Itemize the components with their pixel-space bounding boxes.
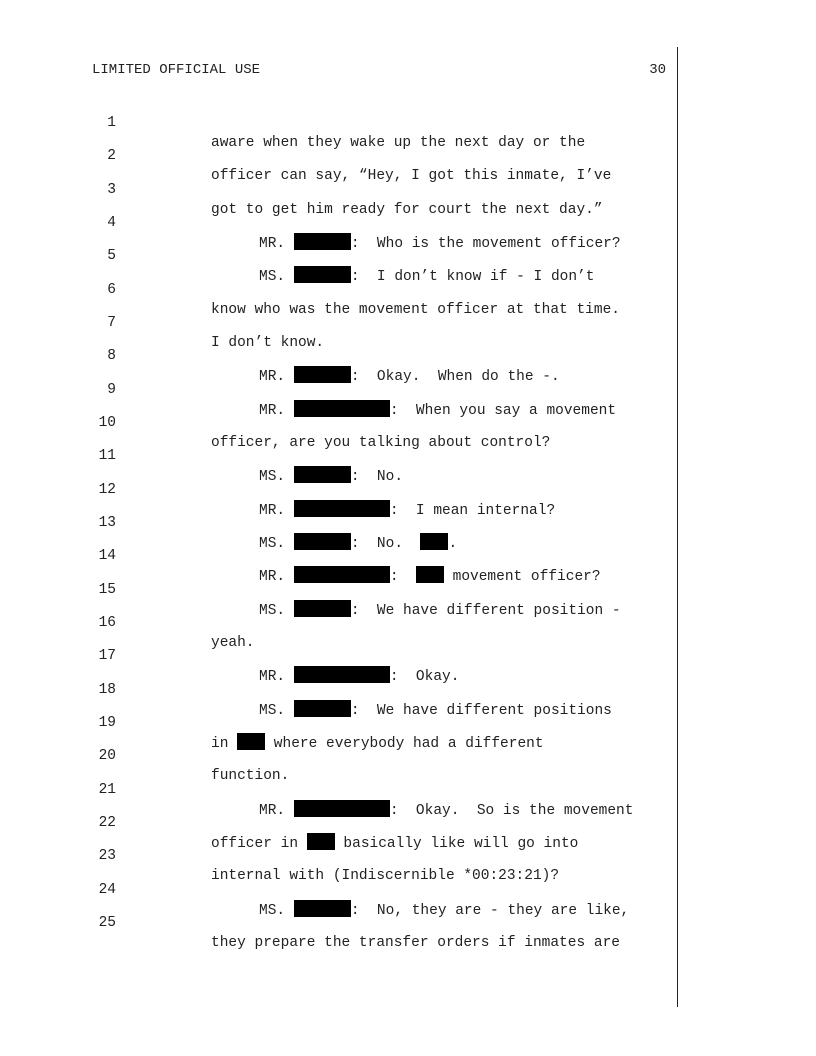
body-line <box>211 833 578 854</box>
line-text: : Okay. <box>389 669 460 685</box>
speaker-prefix: MS. <box>259 269 294 285</box>
line-text: : Who is the movement officer? <box>350 236 621 252</box>
line-suffix: movement officer? <box>443 569 601 585</box>
line-text: officer can say, “Hey, I got this inmate, I’ve <box>211 168 612 184</box>
line-text: I don’t know. <box>211 335 325 351</box>
line-text: yeah. <box>211 635 255 651</box>
line-number: 23 <box>98 848 116 864</box>
line-suffix: . <box>448 536 458 552</box>
classification-header: LIMITED OFFICIAL USE <box>92 62 261 78</box>
redaction-block <box>420 533 448 550</box>
redaction-block <box>416 566 444 583</box>
line-number: 12 <box>98 482 116 498</box>
line-number: 7 <box>107 315 116 331</box>
redaction-block <box>294 700 351 717</box>
line-text: : <box>389 569 416 585</box>
transcript-line <box>0 93 586 151</box>
line-number: 20 <box>98 748 116 764</box>
line-text: officer, are you talking about control? <box>211 435 551 451</box>
line-prefix: officer in <box>211 836 307 852</box>
redaction-block <box>294 400 390 417</box>
line-prefix: in <box>211 736 238 752</box>
speaker-line <box>259 500 555 521</box>
speaker-prefix: MR. <box>259 669 294 685</box>
speaker-prefix: MS. <box>259 903 294 919</box>
line-text: got to get him ready for court the next day.” <box>211 202 603 218</box>
line-text: : No. <box>350 469 404 485</box>
line-text: know who was the movement officer at that time. <box>211 302 620 318</box>
line-text: aware when they wake up the next day or the <box>211 135 586 151</box>
speaker-line <box>259 233 621 254</box>
redaction-block <box>294 466 351 483</box>
line-number: 5 <box>107 248 116 264</box>
redaction-block <box>294 233 351 250</box>
redaction-block <box>294 666 390 683</box>
redaction-block <box>294 566 390 583</box>
line-number: 9 <box>107 382 116 398</box>
speaker-prefix: MS. <box>259 603 294 619</box>
speaker-line <box>259 700 612 721</box>
speaker-line <box>259 366 560 387</box>
line-number: 10 <box>98 415 116 431</box>
body-line <box>211 733 544 754</box>
line-text: : We have different positions <box>350 703 612 719</box>
speaker-line <box>259 466 403 487</box>
line-number: 17 <box>98 648 116 664</box>
speaker-line <box>259 266 594 287</box>
line-text: : I mean internal? <box>389 503 556 519</box>
speaker-prefix: MS. <box>259 469 294 485</box>
line-number: 25 <box>98 915 116 931</box>
line-number: 16 <box>98 615 116 631</box>
speaker-line <box>259 400 616 421</box>
line-number: 13 <box>98 515 116 531</box>
speaker-line <box>259 800 633 821</box>
speaker-line <box>259 533 457 554</box>
redaction-block <box>294 500 390 517</box>
speaker-prefix: MS. <box>259 703 294 719</box>
speaker-prefix: MR. <box>259 503 294 519</box>
line-number: 2 <box>107 148 116 164</box>
line-number: 3 <box>107 182 116 198</box>
line-text: : We have different position - <box>350 603 621 619</box>
speaker-line <box>259 566 601 587</box>
line-text: function. <box>211 768 290 784</box>
line-number: 6 <box>107 282 116 298</box>
line-text: internal with (Indiscernible *00:23:21)? <box>211 868 560 884</box>
transcript-line <box>0 293 325 351</box>
speaker-prefix: MR. <box>259 569 294 585</box>
line-number: 22 <box>98 815 116 831</box>
line-text: basically like will go into <box>334 836 579 852</box>
speaker-prefix: MR. <box>259 403 294 419</box>
redaction-block <box>294 900 351 917</box>
line-text: : I don’t know if - I don’t <box>350 269 595 285</box>
redaction-block <box>294 800 390 817</box>
speaker-line <box>259 666 459 687</box>
line-number: 18 <box>98 682 116 698</box>
redaction-block <box>294 266 351 283</box>
right-margin-rule <box>677 47 678 1007</box>
line-text: : When you say a movement <box>389 403 617 419</box>
redaction-block <box>237 733 265 750</box>
line-text: where everybody had a different <box>265 736 544 752</box>
transcript-line <box>0 593 255 651</box>
speaker-line <box>259 900 629 921</box>
line-number: 19 <box>98 715 116 731</box>
line-text: : Okay. When do the -. <box>350 369 560 385</box>
speaker-prefix: MR. <box>259 236 294 252</box>
line-number: 11 <box>98 448 116 464</box>
line-number: 1 <box>107 115 116 131</box>
speaker-prefix: MR. <box>259 803 294 819</box>
speaker-prefix: MS. <box>259 536 294 552</box>
line-number: 14 <box>98 548 116 564</box>
redaction-block <box>294 366 351 383</box>
line-text: they prepare the transfer orders if inmates are <box>211 935 620 951</box>
line-number: 8 <box>107 348 116 364</box>
line-text: : Okay. So is the movement <box>389 803 634 819</box>
line-number: 24 <box>98 882 116 898</box>
line-number: 15 <box>98 582 116 598</box>
line-text: : No. <box>350 536 421 552</box>
line-number: 21 <box>98 782 116 798</box>
redaction-block <box>307 833 335 850</box>
redaction-block <box>294 600 351 617</box>
page-number: 30 <box>649 62 666 78</box>
line-number: 4 <box>107 215 116 231</box>
redaction-block <box>294 533 351 550</box>
speaker-prefix: MR. <box>259 369 294 385</box>
line-text: : No, they are - they are like, <box>350 903 630 919</box>
speaker-line <box>259 600 621 621</box>
